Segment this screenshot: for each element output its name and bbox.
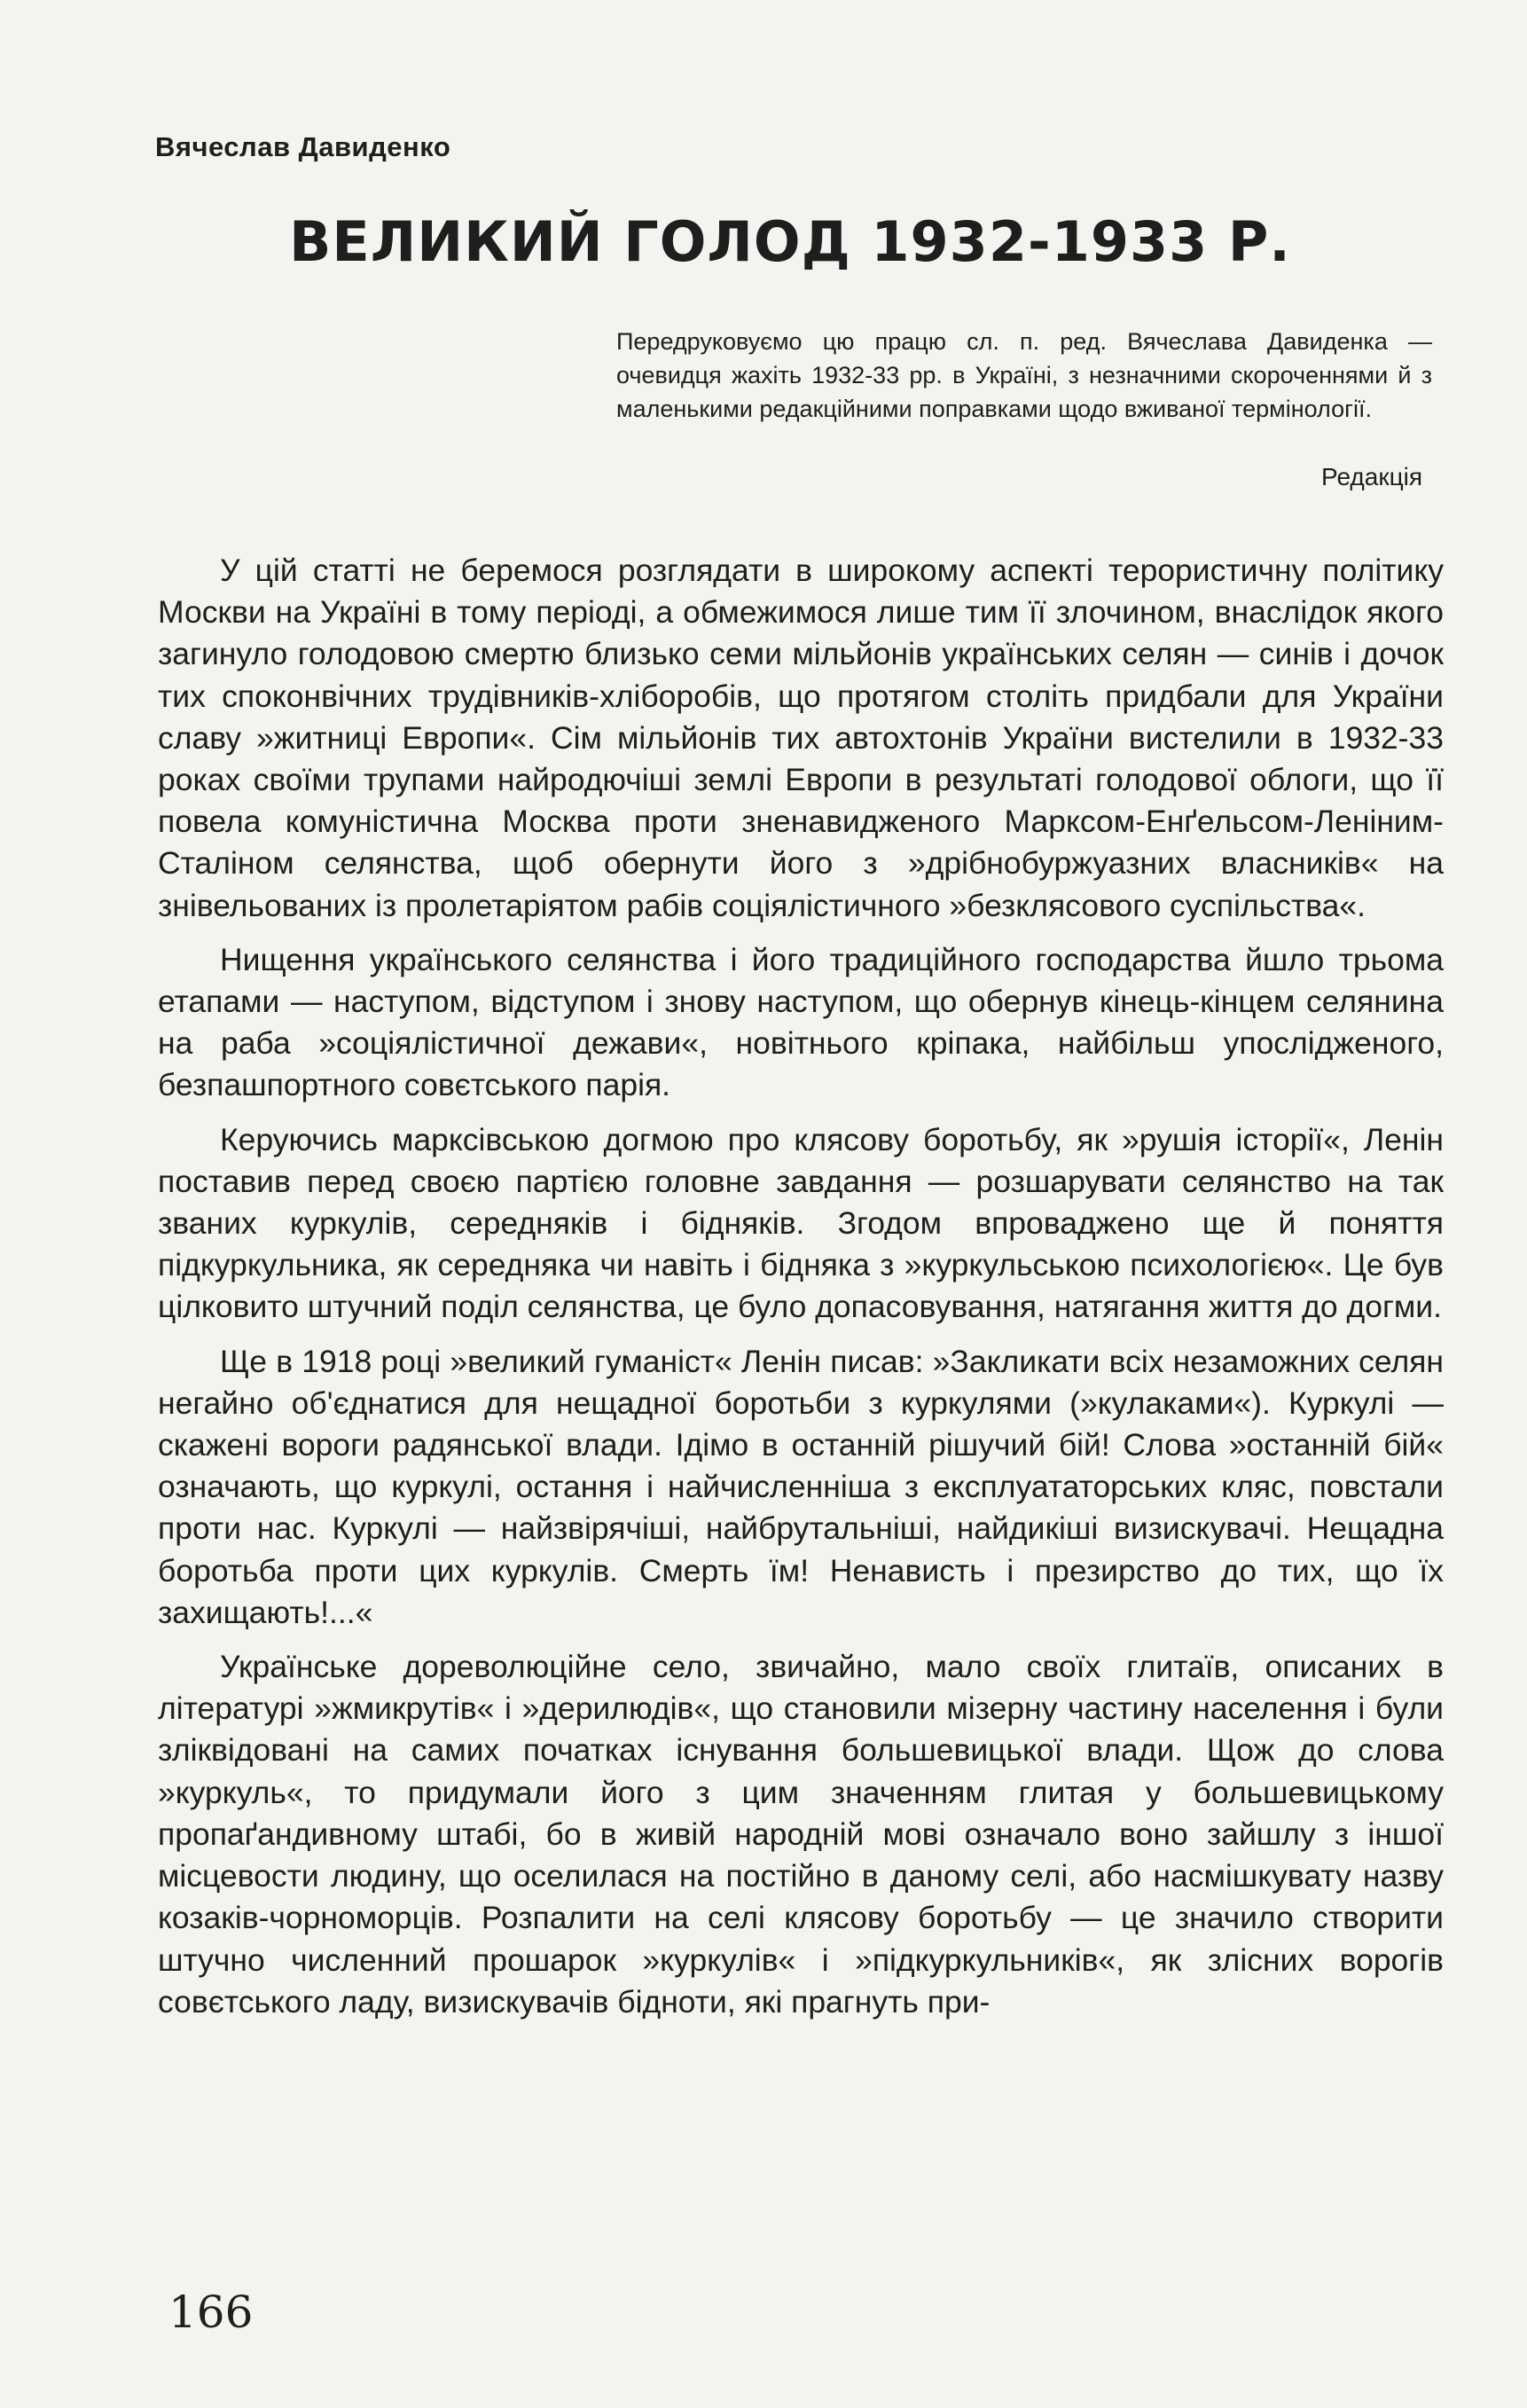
author-name: Вячеслав Давиденко bbox=[155, 131, 451, 162]
paragraph: Керуючись марксівською догмою про клясову боротьбу, як »рушія історії«, Ленін поставив перед своєю партією головне завдання — розшарувати селянство на так званих куркулів, середняків і бідняків. Згодом впроваджено ще й поняття підкуркульника, як середняка чи навіть і бідняка з »куркульською психологією«. Це був цілковито штучний поділ селянства, це було допасовування, натягання життя до догми. bbox=[158, 1121, 1444, 1325]
page-number: 166 bbox=[168, 2286, 254, 2338]
article-body bbox=[158, 550, 1444, 2035]
paragraph: У цій статті не беремося розглядати в широкому аспекті терористичну політику Москви на Україні в тому періоді, а обмежимося лише тим її злочином, внаслідок якого загинуло голодовою смертю близько семи мільйонів українських селян — синів і дочок тих споконвічних трудівників-хліборобів, що протягом століть придбали для України славу »житниці Европи«. Сім мільйонів тих автохтонів України вистелили в 1932-33 роках своїми трупами найродючіші землі Европи в результаті голодової облоги, що її повела комуністична Москва проти зненавидженого Марксом-Енґельсом-Леніним-Сталіном селянства, щоб обернути його з »дрібнобуржуазних власників« на знівельованих із пролетаріятом рабів соціялістичного »безклясового суспільства«. bbox=[158, 553, 1444, 923]
paragraph: Українське дореволюційне село, звичайно, мало своїх глитаїв, описаних в літературі »жмикрутів« і »дерилюдів«, що становили мізерну частину населення і були зліквідовані на самих початках існування большевицької влади. Щож до слова »куркуль«, то придумали його з цим значенням глитая у большевицькому пропаґандивному штабі, бо в живій народній мові означало воно зайшлу з іншої місцевости людину, що оселилася на постійно в даному селі, або насмішкувату назву козаків-чорноморців. Розпалити на селі клясову боротьбу — це значило створити штучно численний прошарок »куркулів« і »підкуркульників«, як злісних ворогів совєтського ладу, визискувачів бідноти, які прагнуть при- bbox=[158, 1649, 1444, 2020]
paragraph: Ще в 1918 році »великий гуманіст« Ленін писав: »Закликати всіх незаможних селян негайно об'єднатися для нещадної боротьби з куркулями (»кулаками«). Куркулі — скажені вороги радянської влади. Ідімо в останній рішучий бій! Слова »останній бій« означають, що куркулі, остання і найчисленніша з експлуататорських кляс, повстали проти нас. Куркулі — найзвірячіші, найбрутальніші, найдикіші визискувачі. Нещадна боротьба проти цих куркулів. Смерть їм! Ненависть і презирство до тих, що їх захищають!...« bbox=[158, 1343, 1444, 1630]
editor-signature: Редакція bbox=[1321, 463, 1422, 490]
editor-note: Передруковуємо цю працю сл. п. ред. Вячеслава Давиденка — очевидця жахіть 1932-33 рр. в Україні, з незначними скороченнями й з маленькими редакційними поправками щодо вживаної термінології. bbox=[616, 328, 1432, 422]
paragraph: Нищення українського селянства і його традиційного господарства йшло трьома етапами — наступом, відступом і знову наступом, що обернув кінець-кінцем селянина на раба »соціялістичної дежави«, новітнього кріпака, найбільш упослідженого, безпашпортного совєтського парія. bbox=[158, 941, 1444, 1103]
article-title: ВЕЛИКИЙ ГОЛОД 1932-1933 Р. bbox=[289, 209, 1291, 274]
